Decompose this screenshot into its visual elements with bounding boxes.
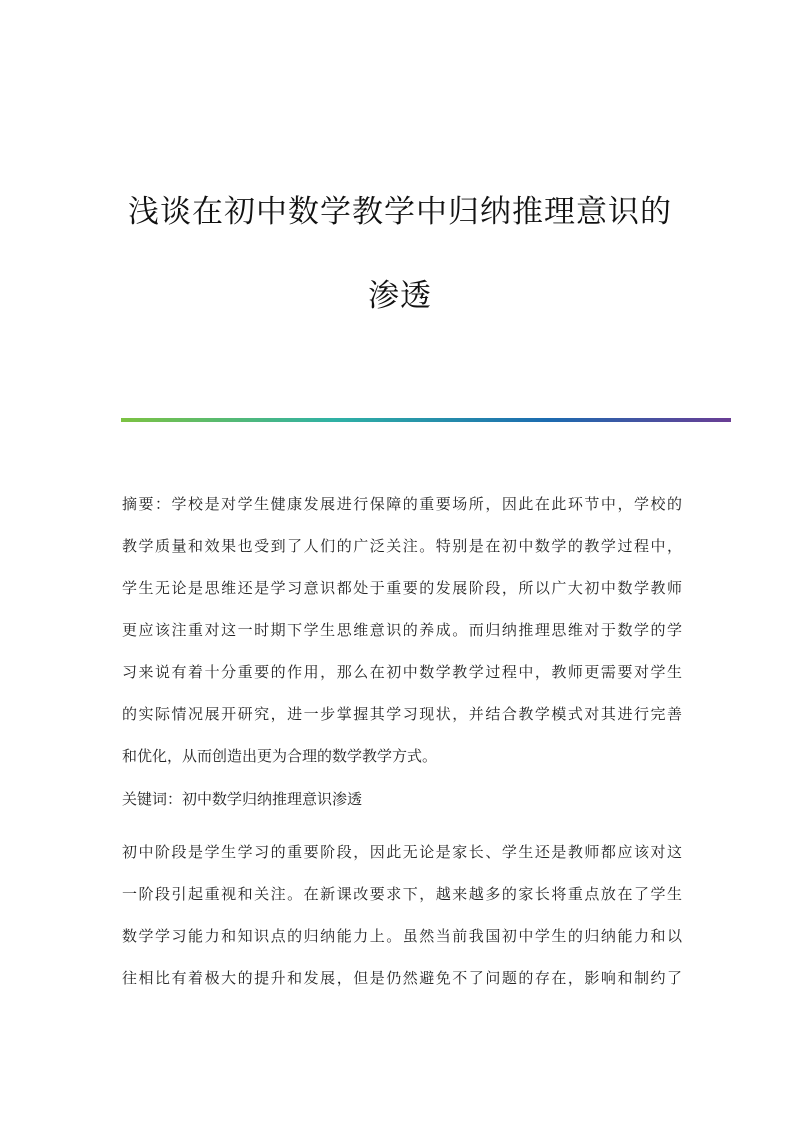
abstract-paragraph: [122, 483, 682, 777]
body-paragraph: [122, 831, 682, 999]
abstract-line: 学生无论是思维还是学习意识都处于重要的发展阶段，所以广大初中数学教师: [122, 579, 682, 597]
abstract-line: 的实际情况展开研究，进一步掌握其学习现状，并结合教学模式对其进行完善: [122, 705, 682, 723]
gradient-divider: [121, 418, 731, 422]
abstract-line: 和优化，从而创造出更为合理的数学教学方式。: [122, 747, 438, 765]
document-title-line-1: 浅谈在初中数学教学中归纳推理意识的: [128, 194, 672, 230]
keywords-line: [122, 778, 682, 820]
body-line: 初中阶段是学生学习的重要阶段，因此无论是家长、学生还是教师都应该对这: [122, 843, 682, 861]
body-line: 一阶段引起重视和关注。在新课改要求下，越来越多的家长将重点放在了学生: [122, 885, 682, 903]
abstract-line: 更应该注重对这一时期下学生思维意识的养成。而归纳推理思维对于数学的学: [122, 621, 682, 639]
abstract-line: 摘要：学校是对学生健康发展进行保障的重要场所，因此在此环节中，学校的: [122, 495, 682, 513]
keywords-text: 关键词：初中数学归纳推理意识渗透: [122, 790, 363, 808]
abstract-line: 教学质量和效果也受到了人们的广泛关注。特别是在初中数学的教学过程中，: [122, 537, 682, 555]
abstract-line: 习来说有着十分重要的作用，那么在初中数学教学过程中，教师更需要对学生: [122, 663, 682, 681]
document-title-line-2: 渗透: [368, 278, 432, 314]
body-line: 往相比有着极大的提升和发展，但是仍然避免不了问题的存在，影响和制约了: [122, 969, 682, 987]
body-line: 数学学习能力和知识点的归纳能力上。虽然当前我国初中学生的归纳能力和以: [122, 927, 682, 945]
